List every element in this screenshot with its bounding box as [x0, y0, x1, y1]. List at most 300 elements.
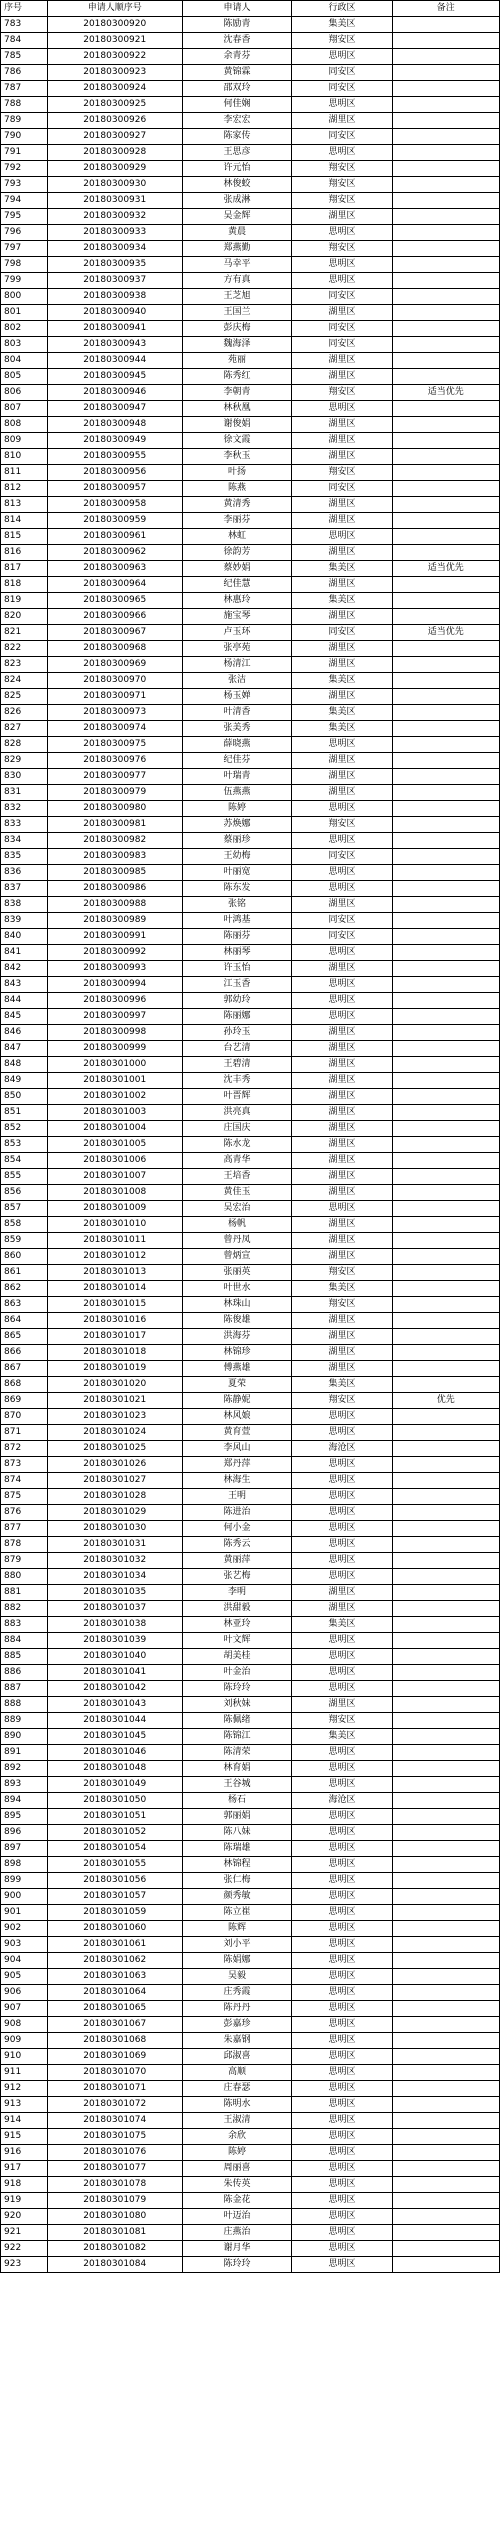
- cell-applicant-id: 20180300925: [47, 97, 182, 113]
- cell-applicant-id: 20180300977: [47, 769, 182, 785]
- cell-remark: [392, 1729, 499, 1745]
- cell-remark: [392, 2145, 499, 2161]
- cell-district: 思明区: [292, 1521, 392, 1537]
- cell-applicant: 郑丹萍: [182, 1457, 292, 1473]
- cell-remark: [392, 1537, 499, 1553]
- cell-applicant: 林锦珍: [182, 1345, 292, 1361]
- table-row: [1, 2033, 500, 2049]
- cell-district: 思明区: [292, 1489, 392, 1505]
- cell-seq: 907: [1, 2001, 48, 2017]
- cell-seq: 793: [1, 177, 48, 193]
- cell-district: 思明区: [292, 2065, 392, 2081]
- cell-applicant: 苑丽: [182, 353, 292, 369]
- cell-remark: [392, 513, 499, 529]
- cell-remark: [392, 1217, 499, 1233]
- cell-applicant: 卢玉环: [182, 625, 292, 641]
- cell-applicant-id: 20180300929: [47, 161, 182, 177]
- cell-applicant: 谢月华: [182, 2241, 292, 2257]
- cell-district: 湖里区: [292, 1697, 392, 1713]
- cell-applicant: 许元怡: [182, 161, 292, 177]
- table-row: [1, 513, 500, 529]
- cell-remark: [392, 993, 499, 1009]
- table-row: [1, 49, 500, 65]
- cell-remark: [392, 1585, 499, 1601]
- cell-district: 思明区: [292, 145, 392, 161]
- table-row: [1, 1873, 500, 1889]
- table-row: [1, 1249, 500, 1265]
- table-row: [1, 577, 500, 593]
- cell-applicant-id: 20180301064: [47, 1985, 182, 2001]
- cell-applicant: 陈秀红: [182, 369, 292, 385]
- cell-applicant: 刘小平: [182, 1937, 292, 1953]
- cell-applicant: 陈明水: [182, 2097, 292, 2113]
- table-row: [1, 1633, 500, 1649]
- cell-applicant-id: 20180300968: [47, 641, 182, 657]
- cell-remark: [392, 689, 499, 705]
- cell-district: 湖里区: [292, 961, 392, 977]
- cell-applicant: 张艺梅: [182, 1569, 292, 1585]
- cell-seq: 899: [1, 1873, 48, 1889]
- cell-remark: [392, 1297, 499, 1313]
- cell-applicant: 黄晨: [182, 225, 292, 241]
- table-row: [1, 1169, 500, 1185]
- cell-remark: [392, 1313, 499, 1329]
- cell-district: 思明区: [292, 1649, 392, 1665]
- table-row: [1, 257, 500, 273]
- cell-applicant-id: 20180301001: [47, 1073, 182, 1089]
- cell-applicant-id: 20180300983: [47, 849, 182, 865]
- cell-seq: 848: [1, 1057, 48, 1073]
- cell-district: 思明区: [292, 881, 392, 897]
- cell-applicant-id: 20180301057: [47, 1889, 182, 1905]
- cell-applicant-id: 20180301062: [47, 1953, 182, 1969]
- cell-seq: 815: [1, 529, 48, 545]
- cell-district: 思明区: [292, 1569, 392, 1585]
- table-row: [1, 801, 500, 817]
- cell-applicant-id: 20180301059: [47, 1905, 182, 1921]
- cell-remark: [392, 2049, 499, 2065]
- cell-seq: 912: [1, 2081, 48, 2097]
- cell-applicant: 庄秀霞: [182, 1985, 292, 2001]
- cell-district: 湖里区: [292, 417, 392, 433]
- cell-applicant-id: 20180300924: [47, 81, 182, 97]
- table-row: [1, 1073, 500, 1089]
- cell-remark: [392, 1953, 499, 1969]
- cell-district: 翔安区: [292, 241, 392, 257]
- cell-district: 思明区: [292, 2177, 392, 2193]
- cell-seq: 808: [1, 417, 48, 433]
- cell-applicant-id: 20180301065: [47, 2001, 182, 2017]
- cell-applicant: 高青华: [182, 1153, 292, 1169]
- cell-seq: 914: [1, 2113, 48, 2129]
- cell-applicant-id: 20180300935: [47, 257, 182, 273]
- cell-remark: [392, 1089, 499, 1105]
- cell-remark: [392, 289, 499, 305]
- cell-applicant: 黄锦霖: [182, 65, 292, 81]
- cell-applicant-id: 20180300992: [47, 945, 182, 961]
- cell-applicant-id: 20180300944: [47, 353, 182, 369]
- cell-applicant: 郑燕勤: [182, 241, 292, 257]
- cell-remark: [392, 1761, 499, 1777]
- cell-remark: [392, 753, 499, 769]
- cell-remark: [392, 1249, 499, 1265]
- cell-applicant: 庄燕治: [182, 2225, 292, 2241]
- cell-seq: 840: [1, 929, 48, 945]
- table-row: [1, 689, 500, 705]
- cell-applicant-id: 20180300937: [47, 273, 182, 289]
- cell-applicant-id: 20180300921: [47, 33, 182, 49]
- cell-applicant: 陈进治: [182, 1505, 292, 1521]
- cell-remark: [392, 2033, 499, 2049]
- cell-applicant-id: 20180301027: [47, 1473, 182, 1489]
- cell-district: 湖里区: [292, 1249, 392, 1265]
- cell-district: 翔安区: [292, 1265, 392, 1281]
- cell-seq: 872: [1, 1441, 48, 1457]
- cell-remark: [392, 2081, 499, 2097]
- cell-district: 思明区: [292, 2161, 392, 2177]
- cell-applicant-id: 20180301045: [47, 1729, 182, 1745]
- cell-remark: [392, 1569, 499, 1585]
- cell-seq: 885: [1, 1649, 48, 1665]
- cell-seq: 801: [1, 305, 48, 321]
- cell-seq: 784: [1, 33, 48, 49]
- cell-district: 湖里区: [292, 1329, 392, 1345]
- table-row: [1, 929, 500, 945]
- table-row: [1, 849, 500, 865]
- cell-applicant-id: 20180301021: [47, 1393, 182, 1409]
- cell-applicant: 杨玉婵: [182, 689, 292, 705]
- cell-applicant-id: 20180301084: [47, 2257, 182, 2273]
- cell-applicant: 林锦程: [182, 1857, 292, 1873]
- cell-district: 同安区: [292, 337, 392, 353]
- cell-district: 思明区: [292, 2033, 392, 2049]
- cell-district: 思明区: [292, 977, 392, 993]
- cell-applicant: 苏焕娜: [182, 817, 292, 833]
- table-row: [1, 401, 500, 417]
- cell-seq: 818: [1, 577, 48, 593]
- cell-district: 同安区: [292, 929, 392, 945]
- cell-remark: [392, 417, 499, 433]
- cell-district: 湖里区: [292, 1361, 392, 1377]
- cell-seq: 790: [1, 129, 48, 145]
- cell-district: 集美区: [292, 1617, 392, 1633]
- cell-remark: [392, 1153, 499, 1169]
- cell-applicant-id: 20180300959: [47, 513, 182, 529]
- cell-applicant-id: 20180301069: [47, 2049, 182, 2065]
- cell-seq: 820: [1, 609, 48, 625]
- table-row: [1, 1281, 500, 1297]
- cell-district: 湖里区: [292, 1153, 392, 1169]
- cell-seq: 787: [1, 81, 48, 97]
- cell-applicant-id: 20180301063: [47, 1969, 182, 1985]
- table-row: [1, 769, 500, 785]
- cell-seq: 832: [1, 801, 48, 817]
- table-row: [1, 1041, 500, 1057]
- cell-seq: 865: [1, 1329, 48, 1345]
- cell-district: 思明区: [292, 2145, 392, 2161]
- cell-seq: 880: [1, 1569, 48, 1585]
- cell-applicant: 张仁梅: [182, 1873, 292, 1889]
- table-row: [1, 1409, 500, 1425]
- cell-district: 湖里区: [292, 609, 392, 625]
- cell-applicant-id: 20180300964: [47, 577, 182, 593]
- cell-applicant-id: 20180301082: [47, 2241, 182, 2257]
- cell-remark: [392, 161, 499, 177]
- table-row: [1, 1553, 500, 1569]
- table-row: [1, 2177, 500, 2193]
- cell-applicant-id: 20180301010: [47, 1217, 182, 1233]
- header-remark: 备注: [392, 1, 499, 17]
- cell-applicant: 洪海芬: [182, 1329, 292, 1345]
- cell-applicant: 陈清荣: [182, 1745, 292, 1761]
- table-row: [1, 1153, 500, 1169]
- table-row: [1, 545, 500, 561]
- cell-remark: [392, 1057, 499, 1073]
- cell-applicant-id: 20180301000: [47, 1057, 182, 1073]
- cell-applicant: 许玉怡: [182, 961, 292, 977]
- table-row: [1, 161, 500, 177]
- table-row: [1, 1601, 500, 1617]
- cell-remark: [392, 977, 499, 993]
- cell-applicant-id: 20180301061: [47, 1937, 182, 1953]
- cell-seq: 921: [1, 2225, 48, 2241]
- cell-district: 思明区: [292, 257, 392, 273]
- cell-remark: [392, 1009, 499, 1025]
- table-row: [1, 1825, 500, 1841]
- cell-applicant: 叶金治: [182, 1665, 292, 1681]
- cell-district: 同安区: [292, 65, 392, 81]
- cell-district: 思明区: [292, 1809, 392, 1825]
- cell-seq: 828: [1, 737, 48, 753]
- cell-applicant-id: 20180300933: [47, 225, 182, 241]
- cell-seq: 905: [1, 1969, 48, 1985]
- cell-district: 湖里区: [292, 1345, 392, 1361]
- cell-district: 思明区: [292, 1409, 392, 1425]
- table-row: [1, 833, 500, 849]
- cell-remark: 适当优先: [392, 385, 499, 401]
- cell-seq: 804: [1, 353, 48, 369]
- cell-applicant: 郭幼玲: [182, 993, 292, 1009]
- table-row: [1, 33, 500, 49]
- cell-district: 集美区: [292, 705, 392, 721]
- table-row: [1, 1569, 500, 1585]
- cell-district: 思明区: [292, 1825, 392, 1841]
- cell-seq: 867: [1, 1361, 48, 1377]
- cell-seq: 811: [1, 465, 48, 481]
- cell-seq: 876: [1, 1505, 48, 1521]
- table-row: [1, 721, 500, 737]
- table-row: [1, 1089, 500, 1105]
- cell-remark: [392, 657, 499, 673]
- cell-district: 湖里区: [292, 641, 392, 657]
- cell-applicant-id: 20180301006: [47, 1153, 182, 1169]
- cell-applicant: 彭嘉珍: [182, 2017, 292, 2033]
- table-row: [1, 2241, 500, 2257]
- cell-district: 湖里区: [292, 785, 392, 801]
- cell-applicant: 陈丽芬: [182, 929, 292, 945]
- cell-district: 同安区: [292, 913, 392, 929]
- cell-district: 同安区: [292, 289, 392, 305]
- cell-seq: 856: [1, 1185, 48, 1201]
- cell-district: 思明区: [292, 1457, 392, 1473]
- cell-applicant: 庄国庆: [182, 1121, 292, 1137]
- table-row: [1, 481, 500, 497]
- cell-applicant: 林亚玲: [182, 1617, 292, 1633]
- cell-applicant-id: 20180301025: [47, 1441, 182, 1457]
- cell-district: 集美区: [292, 17, 392, 33]
- cell-district: 翔安区: [292, 33, 392, 49]
- cell-remark: [392, 481, 499, 497]
- cell-remark: [392, 1937, 499, 1953]
- cell-applicant: 彭庆梅: [182, 321, 292, 337]
- cell-remark: [392, 1601, 499, 1617]
- cell-district: 湖里区: [292, 577, 392, 593]
- cell-applicant-id: 20180301017: [47, 1329, 182, 1345]
- cell-applicant-id: 20180301028: [47, 1489, 182, 1505]
- cell-remark: [392, 737, 499, 753]
- table-row: [1, 1809, 500, 1825]
- cell-applicant: 伍燕燕: [182, 785, 292, 801]
- cell-applicant: 陈丽娜: [182, 1009, 292, 1025]
- cell-applicant-id: 20180300938: [47, 289, 182, 305]
- table-row: [1, 641, 500, 657]
- table-row: [1, 609, 500, 625]
- cell-seq: 783: [1, 17, 48, 33]
- cell-applicant-id: 20180301014: [47, 1281, 182, 1297]
- cell-remark: [392, 449, 499, 465]
- cell-applicant: 陈婷: [182, 2145, 292, 2161]
- cell-district: 同安区: [292, 81, 392, 97]
- cell-remark: [392, 705, 499, 721]
- cell-district: 思明区: [292, 2193, 392, 2209]
- cell-seq: 812: [1, 481, 48, 497]
- cell-applicant: 王国兰: [182, 305, 292, 321]
- cell-applicant-id: 20180301009: [47, 1201, 182, 1217]
- cell-applicant: 余欣: [182, 2129, 292, 2145]
- cell-remark: [392, 1281, 499, 1297]
- cell-seq: 809: [1, 433, 48, 449]
- cell-seq: 825: [1, 689, 48, 705]
- cell-seq: 919: [1, 2193, 48, 2209]
- table-row: [1, 1025, 500, 1041]
- cell-applicant: 林风娘: [182, 1409, 292, 1425]
- cell-applicant: 陈佩绪: [182, 1713, 292, 1729]
- cell-applicant: 李秋玉: [182, 449, 292, 465]
- table-row: [1, 1393, 500, 1409]
- cell-applicant: 方有真: [182, 273, 292, 289]
- cell-seq: 788: [1, 97, 48, 113]
- cell-applicant-id: 20180301016: [47, 1313, 182, 1329]
- cell-applicant-id: 20180300969: [47, 657, 182, 673]
- cell-remark: [392, 433, 499, 449]
- cell-seq: 866: [1, 1345, 48, 1361]
- table-row: [1, 1793, 500, 1809]
- cell-applicant: 叶瑞青: [182, 769, 292, 785]
- cell-district: 翔安区: [292, 465, 392, 481]
- table-row: [1, 81, 500, 97]
- table-row: [1, 1297, 500, 1313]
- cell-applicant: 叶清香: [182, 705, 292, 721]
- cell-applicant-id: 20180300997: [47, 1009, 182, 1025]
- cell-remark: [392, 1809, 499, 1825]
- cell-applicant-id: 20180301077: [47, 2161, 182, 2177]
- table-row: [1, 881, 500, 897]
- cell-seq: 849: [1, 1073, 48, 1089]
- cell-applicant: 叶晋辉: [182, 1089, 292, 1105]
- cell-district: 湖里区: [292, 209, 392, 225]
- cell-remark: [392, 721, 499, 737]
- cell-applicant: 陈东发: [182, 881, 292, 897]
- cell-district: 翔安区: [292, 385, 392, 401]
- cell-applicant-id: 20180300970: [47, 673, 182, 689]
- cell-district: 湖里区: [292, 1137, 392, 1153]
- cell-applicant-id: 20180300943: [47, 337, 182, 353]
- cell-district: 翔安区: [292, 1713, 392, 1729]
- cell-applicant-id: 20180301031: [47, 1537, 182, 1553]
- cell-seq: 920: [1, 2209, 48, 2225]
- cell-seq: 853: [1, 1137, 48, 1153]
- cell-seq: 874: [1, 1473, 48, 1489]
- cell-remark: [392, 353, 499, 369]
- cell-applicant-id: 20180300926: [47, 113, 182, 129]
- table-row: [1, 1585, 500, 1601]
- cell-applicant: 陈俊雄: [182, 1313, 292, 1329]
- cell-district: 思明区: [292, 1425, 392, 1441]
- cell-district: 思明区: [292, 225, 392, 241]
- cell-applicant: 叶世水: [182, 1281, 292, 1297]
- cell-seq: 908: [1, 2017, 48, 2033]
- table-row: [1, 321, 500, 337]
- cell-seq: 816: [1, 545, 48, 561]
- cell-district: 思明区: [292, 1873, 392, 1889]
- cell-applicant-id: 20180301079: [47, 2193, 182, 2209]
- cell-district: 思明区: [292, 1537, 392, 1553]
- cell-seq: 852: [1, 1121, 48, 1137]
- cell-applicant: 江玉香: [182, 977, 292, 993]
- cell-applicant-id: 20180300956: [47, 465, 182, 481]
- table-row: [1, 193, 500, 209]
- cell-seq: 923: [1, 2257, 48, 2273]
- table-body: [1, 17, 500, 2273]
- table-row: [1, 1425, 500, 1441]
- table-row: [1, 705, 500, 721]
- cell-district: 集美区: [292, 561, 392, 577]
- table-row: [1, 17, 500, 33]
- header-applicant: 申请人: [182, 1, 292, 17]
- table-row: [1, 913, 500, 929]
- cell-applicant-id: 20180300961: [47, 529, 182, 545]
- cell-applicant-id: 20180300965: [47, 593, 182, 609]
- cell-remark: [392, 1377, 499, 1393]
- cell-applicant: 陈金花: [182, 2193, 292, 2209]
- cell-applicant: 陈励青: [182, 17, 292, 33]
- cell-remark: [392, 2177, 499, 2193]
- cell-remark: [392, 1921, 499, 1937]
- cell-applicant: 沈丰秀: [182, 1073, 292, 1089]
- cell-applicant-id: 20180300994: [47, 977, 182, 993]
- cell-applicant: 朱传英: [182, 2177, 292, 2193]
- cell-district: 湖里区: [292, 1041, 392, 1057]
- cell-district: 同安区: [292, 481, 392, 497]
- cell-district: 思明区: [292, 2113, 392, 2129]
- table-row: [1, 449, 500, 465]
- cell-seq: 839: [1, 913, 48, 929]
- cell-district: 集美区: [292, 721, 392, 737]
- cell-applicant-id: 20180301023: [47, 1409, 182, 1425]
- cell-remark: [392, 673, 499, 689]
- cell-seq: 821: [1, 625, 48, 641]
- cell-seq: 806: [1, 385, 48, 401]
